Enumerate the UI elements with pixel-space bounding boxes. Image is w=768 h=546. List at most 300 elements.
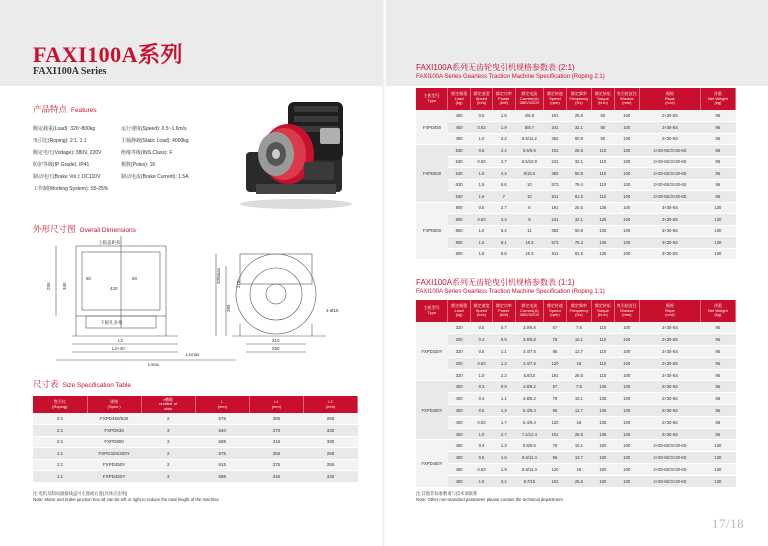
table-cell: 800 — [448, 237, 470, 249]
column-header-line: (kW) — [499, 100, 509, 106]
table-cell: 10.1 — [566, 393, 592, 405]
column-header-line: 额定速度 — [473, 91, 490, 97]
left-note-en: Note: Motor and brake junction box all can be left or right to reduce the total height of the machine — [33, 497, 219, 502]
table-cell: 32.1 — [566, 122, 592, 134]
table-cell: 19.3 — [515, 237, 544, 249]
table-row — [416, 179, 736, 191]
table-cell: 95 — [700, 322, 735, 334]
table-cell: 7.6 — [566, 381, 592, 393]
table-cell: 95 — [700, 428, 735, 440]
table-row — [416, 381, 736, 393]
table-cell: 2:1 — [33, 436, 87, 448]
table-cell: 7.2/12.4 — [515, 428, 544, 440]
table-cell: 8.7/15 — [515, 475, 544, 487]
table-row — [416, 237, 736, 249]
table-cell: 320 — [448, 357, 470, 369]
table-header-row — [33, 396, 358, 413]
column-header — [493, 88, 515, 110]
table-cell: 3 — [141, 471, 195, 483]
table-cell: 3×30-6S — [640, 225, 701, 237]
table-cell: 95 — [700, 191, 735, 203]
table-cell: 2×30-6S — [640, 416, 701, 428]
table-cell: 0.63 — [470, 214, 492, 226]
table-cell: 100 — [614, 202, 640, 214]
table-cell: 5.4 — [493, 225, 515, 237]
dim-label-210: 210 — [272, 338, 280, 343]
size-heading-en: Size Specification Table — [62, 382, 132, 389]
table-cell: 2×30-6S — [640, 405, 701, 417]
column-header — [566, 88, 592, 110]
table-cell: 100 — [614, 428, 640, 440]
table-cell: 57 — [544, 381, 566, 393]
table-cell: 1.5 — [470, 237, 492, 249]
table-cell: 330 — [303, 436, 357, 448]
column-header-line: Speed — [549, 307, 561, 313]
column-header-line: 曳引轮直径 — [616, 303, 637, 309]
table-cell: 5/8.7 — [515, 122, 544, 134]
model-cell: FXPD450 — [416, 110, 448, 145]
table-cell: 95 — [700, 405, 735, 417]
table-cell: 0.5 — [470, 110, 492, 122]
table-cell: 95 — [700, 369, 735, 381]
dim-label-218: 218 — [236, 280, 241, 288]
model-cell: FXPD800 — [416, 202, 448, 260]
table-cell: 1.0 — [470, 428, 492, 440]
table-cell: 160 — [592, 440, 614, 452]
table-cell: 2×30-6S — [640, 428, 701, 440]
table-row — [416, 452, 736, 464]
table-cell: 135 — [592, 214, 614, 226]
table-row — [416, 145, 736, 157]
table-cell: 110 — [592, 179, 614, 191]
table-row — [416, 168, 736, 180]
column-header-line: 额定功率 — [495, 303, 512, 309]
table-cell: 95 — [544, 452, 566, 464]
table-cell: 16 — [566, 464, 592, 476]
model-cell: FXPD320Y — [416, 322, 448, 381]
table-cell: 100 — [614, 122, 640, 134]
column-header-line: L2 — [328, 398, 333, 404]
table-cell: 110 — [592, 322, 614, 334]
table-cell: 0.5 — [470, 322, 492, 334]
column-header-line: 额定载重 — [451, 91, 468, 97]
table-cell: 0.5 — [470, 202, 492, 214]
table-cell: 1.3 — [493, 357, 515, 369]
table-cell: 5.8/10 — [515, 369, 544, 381]
table-cell: 1.7 — [493, 416, 515, 428]
table-cell: 16 — [566, 357, 592, 369]
table-cell: 416 — [249, 471, 303, 483]
table-cell: 2×30-6S/3×30-6S — [640, 156, 701, 168]
table-cell: FXPD800 — [87, 436, 141, 448]
table-cell: 191 — [544, 428, 566, 440]
table-cell: 8.6 — [493, 248, 515, 260]
table-cell: 8.1 — [493, 237, 515, 249]
table-cell: 50.9 — [566, 133, 592, 145]
table-cell: 6.5/11.2 — [515, 133, 544, 145]
dim-label-b: 60 — [132, 276, 138, 281]
column-header-line: (mm) — [622, 312, 632, 318]
table-cell: 2×30-6S — [640, 381, 701, 393]
table-cell: 400 — [448, 416, 470, 428]
table-cell: 450 — [448, 440, 470, 452]
column-header-line: 曳引轮直径 — [616, 91, 637, 97]
table-cell: 6.6/11.4 — [515, 464, 544, 476]
column-header-line: (m/s) — [476, 100, 487, 106]
table-cell: 10 — [515, 179, 544, 191]
table-cell: 1:1 — [33, 471, 87, 483]
table-cell: FXPD450Y — [87, 471, 141, 483]
column-header-line: Torque — [596, 95, 609, 101]
table-cell: 1.0 — [470, 168, 492, 180]
column-header — [249, 396, 303, 413]
table-cell: 130 — [700, 237, 735, 249]
table-cell: 330 — [303, 425, 357, 437]
table-cell: 4.4/7.6 — [515, 357, 544, 369]
table-cell: 630 — [448, 145, 470, 157]
spec-table-1-1 — [416, 300, 736, 488]
column-header-line: (N.m) — [597, 312, 608, 318]
column-header-line: (mm) — [622, 100, 632, 106]
table-cell: 0.4 — [470, 393, 492, 405]
table-row — [416, 464, 736, 476]
column-header — [416, 300, 448, 322]
column-header-line: 绳规 — [665, 303, 674, 309]
table-row — [416, 122, 736, 134]
feature-item: 曳引比(Roping): 2:1, 1:1 — [33, 137, 87, 144]
table-row — [416, 416, 736, 428]
table-cell: 160 — [592, 464, 614, 476]
table-cell: 7 — [493, 191, 515, 203]
table-cell: 130 — [700, 202, 735, 214]
table-row — [416, 191, 736, 203]
left-note-cn: 注:电机及制动器接线盒可左置或右置(具体应注明) — [33, 491, 128, 496]
table-cell: 0.5 — [470, 405, 492, 417]
table-cell: 2×30-6S/3×30-6S — [640, 168, 701, 180]
table-cell: 611 — [544, 248, 566, 260]
model-cell: FXPD450Y — [416, 440, 448, 487]
table-cell: 450 — [448, 464, 470, 476]
column-header-line: 规格 — [110, 398, 119, 404]
table-cell: 6.6 — [493, 179, 515, 191]
table-row — [33, 459, 358, 471]
table-cell: 6 — [515, 202, 544, 214]
table-cell: 382 — [544, 133, 566, 145]
column-header-line: (kg) — [714, 100, 722, 106]
table-cell: 25.5 — [566, 110, 592, 122]
column-header-line: Frequency — [569, 95, 589, 101]
table-cell: 0.4 — [470, 334, 492, 346]
column-header — [614, 300, 640, 322]
table-cell: 2.2 — [493, 145, 515, 157]
table-cell: 191 — [544, 202, 566, 214]
table-row — [416, 133, 736, 145]
table-cell: 191 — [544, 145, 566, 157]
table-cell: 95 — [700, 393, 735, 405]
column-header-line: (kg) — [455, 312, 463, 318]
table-cell: 95 — [700, 346, 735, 358]
table-cell: 110 — [592, 156, 614, 168]
table-cell: 7.6 — [566, 322, 592, 334]
table-cell: 100 — [614, 440, 640, 452]
model-cell: FXPD630 — [416, 145, 448, 203]
table-cell: 4.8/8.2 — [515, 393, 544, 405]
column-header-line: 曳引比 — [53, 398, 66, 404]
table-cell: 135 — [592, 225, 614, 237]
table-cell: 0.9 — [493, 334, 515, 346]
table-cell: 320 — [448, 334, 470, 346]
table-cell: 160 — [592, 452, 614, 464]
table-cell: 1.6 — [470, 191, 492, 203]
table-row — [416, 440, 736, 452]
table-row — [33, 448, 358, 460]
dimensions-heading-cn: 外形尺寸图 — [33, 224, 76, 234]
table-cell: 1.5 — [470, 179, 492, 191]
column-header — [592, 300, 614, 322]
table-cell: 3×30-6S — [640, 237, 701, 249]
feature-row — [33, 146, 243, 158]
dim-label-lmax: Lmax — [148, 362, 160, 367]
table-cell: 1.0 — [470, 475, 492, 487]
table-cell: 191 — [544, 110, 566, 122]
column-header-line: number of — [159, 401, 178, 407]
table-cell: 95 — [700, 168, 735, 180]
column-header-line: Power — [498, 95, 510, 101]
table-cell: 2×30-6S/3×30-6S — [640, 145, 701, 157]
dim-label-side-b: 340 — [62, 282, 67, 290]
table-cell: 3 — [141, 425, 195, 437]
table-cell: 25.5 — [566, 428, 592, 440]
table-cell: 95 — [544, 346, 566, 358]
table-cell: 5.4/9.4 — [515, 405, 544, 417]
table-cell: 2×30-6S — [640, 133, 701, 145]
column-header — [141, 396, 195, 413]
column-header-line: 绳规 — [665, 91, 674, 97]
table-cell: 2×30-6S/3×30-6S — [640, 452, 701, 464]
column-header-line: Rope — [665, 307, 675, 313]
dim-label-l2-40: L2+40 — [112, 346, 125, 351]
table-cell: 130 — [700, 214, 735, 226]
table-cell: 95 — [700, 334, 735, 346]
table-cell: 8 — [515, 214, 544, 226]
feature-item: 制动电流(Brake Current): 1.5A — [121, 173, 189, 180]
table-cell: 110 — [592, 357, 614, 369]
table-row — [416, 214, 736, 226]
column-header-line: 额定电流 — [521, 91, 538, 97]
table-cell: 100 — [614, 475, 640, 487]
table-cell: 1.6 — [493, 452, 515, 464]
column-header — [493, 300, 515, 322]
table-cell: 265 — [303, 459, 357, 471]
dim-label-250: 250 — [272, 346, 280, 351]
table-cell: 450 — [448, 475, 470, 487]
table-cell: 110 — [592, 369, 614, 381]
table-cell: 450 — [448, 122, 470, 134]
table-cell: 135 — [592, 237, 614, 249]
column-header-line: (Hz) — [575, 100, 583, 106]
table-row — [416, 248, 736, 260]
table-row — [416, 428, 736, 440]
table-cell: 2×30-6S — [640, 322, 701, 334]
table-cell: 2×30-6S — [640, 369, 701, 381]
table-cell: 2×30-6S — [640, 334, 701, 346]
table-cell: 50.9 — [566, 225, 592, 237]
table-cell: 100 — [614, 191, 640, 203]
table-cell: 10.1 — [566, 440, 592, 452]
table-cell: 100 — [614, 168, 640, 180]
table-cell: 400 — [448, 428, 470, 440]
table-cell: 5.6/9.6 — [515, 440, 544, 452]
table-cell: 32.1 — [566, 214, 592, 226]
table-row — [416, 369, 736, 381]
column-header-line: (mm) — [325, 403, 336, 409]
table-cell: 2×30-6S — [640, 110, 701, 122]
table-cell: 0.63 — [470, 122, 492, 134]
column-header-line: 净重 — [713, 303, 722, 309]
table-cell: 330 — [303, 471, 357, 483]
table-cell: 100 — [614, 452, 640, 464]
table-cell: 630 — [448, 156, 470, 168]
feature-row — [33, 134, 243, 146]
column-header-line: Sheave — [620, 95, 634, 101]
table-cell: 1.1 — [493, 346, 515, 358]
table-cell: 370 — [249, 425, 303, 437]
table-cell: 100 — [614, 405, 640, 417]
table-cell: 100 — [614, 145, 640, 157]
column-header-line: (kW) — [499, 312, 509, 318]
table-cell: 241 — [544, 156, 566, 168]
dim-label-a: 60 — [86, 276, 92, 281]
column-header — [470, 88, 492, 110]
column-header-line: 额定频率 — [570, 91, 587, 97]
table-cell: 800 — [448, 225, 470, 237]
feature-item: 额定电压(Voltage): 380V, 220V — [33, 149, 102, 156]
table-cell: 12.7 — [566, 346, 592, 358]
column-header-line: 额定载重 — [451, 303, 468, 309]
table-cell: 0.7 — [493, 322, 515, 334]
traction-machine-image — [228, 92, 358, 212]
column-header — [700, 300, 735, 322]
table-cell: 3.2 — [493, 133, 515, 145]
table-cell: 688 — [195, 471, 249, 483]
column-header-line: 净重 — [713, 91, 722, 97]
table-cell: 25.5 — [566, 369, 592, 381]
column-header-line: (rpm) — [550, 312, 560, 318]
table-cell: 0.4 — [470, 440, 492, 452]
column-header — [700, 88, 735, 110]
table-cell: 110 — [592, 145, 614, 157]
table-cell: 100 — [614, 416, 640, 428]
table-cell: 0.63 — [470, 156, 492, 168]
table-cell: 1.0 — [470, 133, 492, 145]
table-cell: 95 — [700, 122, 735, 134]
column-header-line: (kg) — [714, 312, 722, 318]
table-cell: 1.9 — [493, 464, 515, 476]
table-cell: 100 — [614, 248, 640, 260]
table-cell: 100 — [614, 133, 640, 145]
table-cell: 3.2 — [493, 475, 515, 487]
table-cell: 57 — [544, 322, 566, 334]
features-heading — [33, 103, 97, 115]
table-cell: 800 — [448, 248, 470, 260]
column-header-line: 额定转矩 — [594, 303, 611, 309]
size-heading-cn: 尺寸表 — [33, 379, 59, 389]
table-cell: 25.5 — [566, 202, 592, 214]
column-header-line: Type — [427, 310, 437, 315]
feature-row — [33, 170, 243, 182]
table-cell: 100 — [614, 357, 640, 369]
column-header-line: 额定功率 — [495, 91, 512, 97]
table-cell: 3.9/6.8 — [515, 322, 544, 334]
page-spine — [382, 0, 386, 546]
table-cell: 130 — [700, 248, 735, 260]
column-header-line: Speed — [475, 307, 488, 313]
table-cell: FXPD320/400Y — [87, 448, 141, 460]
table-cell: 95 — [700, 179, 735, 191]
table-cell: 110 — [592, 346, 614, 358]
feature-item: 绝缘等级(INS.Class): F — [121, 149, 173, 156]
spec2-subtitle: FAXI100A Series Gearless Traction Machine Specification (Roping 1:1) — [416, 289, 605, 295]
table-cell: FXPD450Y — [87, 459, 141, 471]
table-cell: 120 — [544, 357, 566, 369]
series-subtitle: FAXI100A Series — [33, 66, 107, 77]
table-row — [416, 322, 736, 334]
table-cell: 4.4 — [493, 168, 515, 180]
table-cell: 135 — [592, 248, 614, 260]
table-cell: 2:1 — [33, 413, 87, 425]
column-header-line: (rpm) — [550, 100, 560, 106]
table-cell: 0.9 — [493, 381, 515, 393]
table-cell: 76 — [544, 393, 566, 405]
table-row — [416, 225, 736, 237]
table-cell: 81.5 — [566, 191, 592, 203]
table-cell: 450 — [448, 452, 470, 464]
table-cell: 191 — [544, 369, 566, 381]
table-cell: 95 — [700, 133, 735, 145]
model-cell: FXPD400Y — [416, 381, 448, 440]
column-header-line: 380V/220V — [519, 312, 540, 318]
table-cell: 1.3 — [493, 405, 515, 417]
table-cell: 1:1 — [33, 459, 87, 471]
table-cell: 130 — [700, 464, 735, 476]
table-cell: 80 — [592, 133, 614, 145]
table-row — [416, 405, 736, 417]
table-cell: FXPD630 — [87, 425, 141, 437]
table-cell: 800 — [448, 202, 470, 214]
column-header-line: Rope — [665, 95, 675, 101]
feature-item: 运行速度(Speed): 0.5~1.6m/s — [121, 125, 187, 132]
table-row — [416, 202, 736, 214]
table-cell: 100 — [614, 464, 640, 476]
table-cell: 80 — [592, 122, 614, 134]
table-cell: 450 — [448, 110, 470, 122]
feature-row — [33, 158, 243, 170]
table-cell: 2:1 — [33, 425, 87, 437]
table-cell: 4/6.9 — [515, 110, 544, 122]
feature-row — [33, 122, 243, 134]
table-cell: 100 — [614, 369, 640, 381]
size-table-heading — [33, 378, 131, 390]
table-cell: 10.1 — [566, 334, 592, 346]
table-cell: 2×30-6S — [640, 122, 701, 134]
table-cell: 1.0 — [470, 369, 492, 381]
table-cell: 382 — [544, 168, 566, 180]
column-header-line: Net Weight — [708, 307, 728, 313]
column-header-line: r槽数 — [163, 396, 173, 402]
table-cell: 3×30-6S — [640, 248, 701, 260]
table-cell: 800 — [448, 214, 470, 226]
table-row — [416, 346, 736, 358]
